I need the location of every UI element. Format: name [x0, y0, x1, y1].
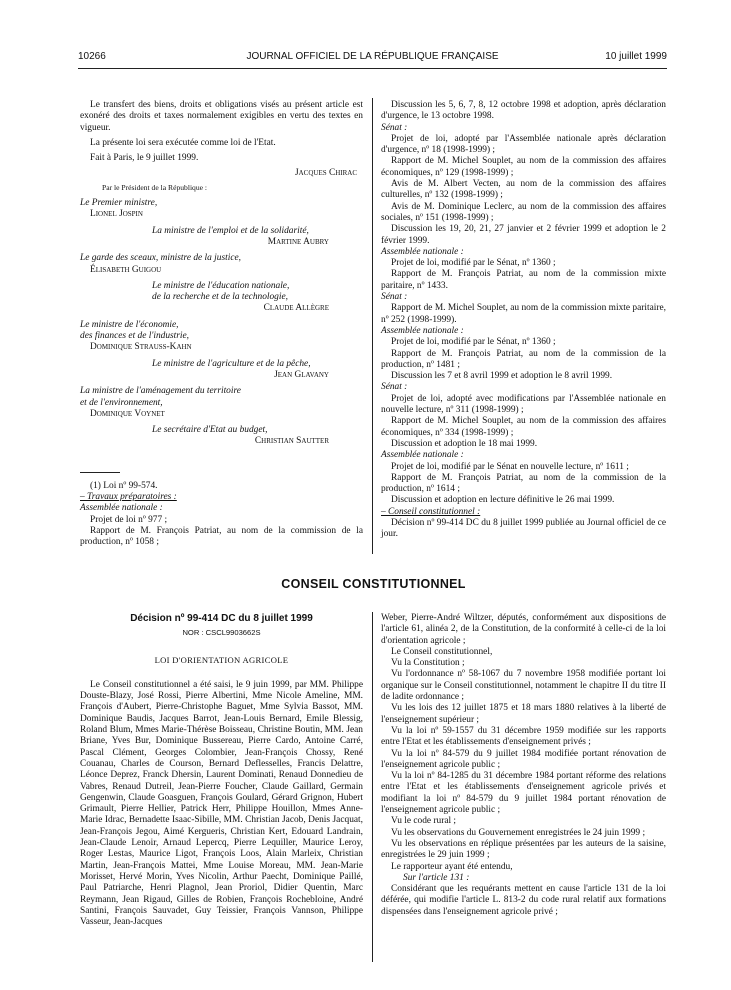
column-divider-bottom [372, 612, 373, 962]
loi-title: LOI D'ORIENTATION AGRICOLE [154, 654, 289, 665]
column-divider-top [372, 98, 373, 554]
travaux-entry: Projet de loi, modifié par le Sénat, nº 1360 ; [391, 337, 556, 348]
travaux-label: – Travaux préparatoires : [80, 492, 177, 503]
assemblee-label: Assemblée nationale : [80, 503, 163, 514]
decision-paragraph: Weber, Pierre-André Wiltzer, députés, conformément aux dispositions de l'article 61, alinéa 2, de la Constitution, de la conformité à celle-ci de la loi d'orientation agricole ; [381, 613, 666, 646]
travaux-entry: Discussion et adoption le 18 mai 1999. [391, 438, 538, 449]
travaux-entry: Rapport de M. Michel Souplet, au nom de la commission mixte paritaire, nº 252 (1998-1999). [381, 303, 666, 325]
signature-block [80, 198, 363, 448]
signature-entry [80, 425, 363, 448]
signature-entry [80, 253, 363, 276]
decision-title: Décision nº 99-414 DC du 8 juillet 1999 [130, 613, 313, 624]
travaux-entry: Projet de loi nº 977 ; [90, 514, 168, 525]
signature-name: Claude Allègre [263, 303, 329, 314]
decision-paragraph: Vu les observations du Gouvernement enregistrées le 24 juin 1999 ; [391, 827, 646, 838]
signature-role: La ministre de l'emploi et de la solidarité, [152, 225, 309, 236]
decision-paragraph: Vu l'ordonnance nº 58-1067 du 7 novembre 1958 modifiée portant loi organique sur le Conseil constitutionnel, notamment le chapitre II du titre II de ladite ordonnance ; [381, 669, 666, 703]
signature-entry [80, 281, 363, 315]
decision-paragraph: Vu la loi nº 59-1557 du 31 décembre 1959 modifiée sur les rapports entre l'Etat et les établissements d'enseignement privés ; [381, 725, 666, 748]
travaux-entry: Discussion les 5, 6, 7, 8, 12 octobre 1998 et adoption, après déclaration d'urgence, le 13 octobre 1998. [381, 100, 666, 122]
decision-paragraph: Vu la Constitution ; [391, 658, 465, 669]
signature-name: Martine Aubry [267, 236, 329, 247]
page-header [78, 51, 667, 67]
assembly-label: Sénat : [381, 122, 408, 133]
signature-entry [80, 198, 363, 221]
assembly-label: Sénat : [381, 382, 408, 393]
signature-name: Dominique Strauss-Kahn [90, 342, 192, 353]
decision-paragraph: Vu la loi nº 84-579 du 9 juillet 1984 modifiée portant rénovation de l'enseignement agricole public ; [381, 748, 666, 770]
signature-entry [80, 386, 363, 420]
journal-title: JOURNAL OFFICIEL DE LA RÉPUBLIQUE FRANÇAISE [246, 51, 499, 62]
signature-name: Jean Glavany [274, 369, 329, 380]
signature-role: Le Premier ministre, [80, 198, 158, 209]
travaux-entry: Décision nº 99-414 DC du 8 juillet 1999 publiée au Journal officiel de ce jour. [381, 517, 666, 540]
travaux-entry: Discussion les 19, 20, 21, 27 janvier et 2 février 1999 et adoption le 2 février 1999. [381, 224, 666, 246]
signature-role-line2: de la recherche et de la technologie, [152, 292, 288, 303]
signature-role: Le garde des sceaux, ministre de la justice, [80, 253, 241, 264]
signature-role-line2: des finances et de l'industrie, [80, 331, 190, 342]
travaux-entry: Rapport de M. Michel Souplet, au nom de la commission des affaires économiques, nº 334 (1998-1999) ; [381, 416, 666, 438]
travaux-column [381, 100, 666, 541]
travaux-entry: Rapport de M. François Patriat, au nom de la commission mixte paritaire, nº 1433. [381, 269, 666, 291]
assembly-label: Assemblée nationale : [381, 246, 464, 257]
signature-role-line2: et de l'environnement, [80, 397, 163, 408]
signature-name: Christian Sautter [254, 436, 329, 447]
done-at: Fait à Paris, le 9 juillet 1999. [90, 153, 199, 164]
decision-paragraph: Vu la loi nº 84-1285 du 31 décembre 1984 portant réforme des relations entre l'Etat et les établissements d'enseignement agricole privés et modifiant la loi nº 84-579 du 9 juillet 1984 portant rénovation de l'enseignement agricole public ; [381, 771, 666, 816]
footnote-rule [80, 472, 120, 473]
signature-role: Le ministre de l'économie, [80, 319, 179, 330]
travaux-entry: Projet de loi, adopté par l'Assemblée nationale après déclaration d'urgence, nº 18 (1998-1999) ; [381, 133, 666, 156]
travaux-entry: Rapport de M. Michel Souplet, au nom de la commission des affaires économiques, nº 129 (1998-1999) ; [381, 156, 666, 178]
section-title: CONSEIL CONSTITUTIONNEL [281, 577, 466, 591]
article-heading: Sur l'article 131 : [403, 872, 470, 883]
law-end-column [80, 100, 363, 549]
travaux-entry: Projet de loi, modifié par le Sénat en nouvelle lecture, nº 1611 ; [391, 461, 629, 472]
signature-role: La ministre de l'aménagement du territoire [80, 386, 241, 397]
footnote: (1) Loi nº 99-574. [90, 480, 158, 491]
signature-role: Le ministre de l'agriculture et de la pêche, [152, 358, 311, 369]
par-le-president: Par le Président de la République : [102, 182, 208, 192]
travaux-entry: Discussion et adoption en lecture définitive le 26 mai 1999. [391, 495, 615, 506]
article-text: Le transfert des biens, droits et obligations visés au présent article est exonéré des droits et taxes normalement exigibles en vertu des textes en vigueur. [80, 100, 363, 133]
decision-paragraph: Vu les observations en réplique présentées par les auteurs de la saisine, enregistrées le 29 juin 1999 ; [381, 838, 666, 861]
signature-entry [80, 359, 363, 382]
decision-paragraph: Considérant que les requérants mettent en cause l'article 131 de la loi déférée, qui modifie l'article L. 813-2 du code rural relatif aux formations dispensées dans l'enseignement agricole privé ; [381, 884, 666, 917]
decision-paragraph: Le Conseil constitutionnel, [391, 646, 493, 657]
nor-reference: NOR : CSCL9903662S [182, 628, 261, 638]
travaux-entry: Avis de M. Albert Vecten, au nom de la commission des affaires culturelles, nº 132 (1998-1999) ; [381, 179, 666, 201]
travaux-entry: Rapport de M. François Patriat, au nom de la commission de la production, nº 1614 ; [381, 472, 666, 495]
president-signature: Jacques Chirac [294, 168, 357, 179]
decision-paragraph: Vu les lois des 12 juillet 1875 et 18 mars 1880 relatives à la liberté de l'enseignement supérieur ; [381, 703, 666, 725]
assembly-label: Assemblée nationale : [381, 450, 464, 461]
travaux-entry: Avis de M. Dominique Leclerc, au nom de la commission des affaires sociales, nº 151 (1998-1999) ; [381, 201, 666, 223]
signature-name: Dominique Voynet [90, 408, 165, 419]
signature-name: Élisabeth Guigou [90, 264, 162, 275]
decision-intro: Le Conseil constitutionnel a été saisi, le 9 juin 1999, par MM. Philippe Douste-Blazy, José Rossi, Pierre Albertini, Mme Nicole Ameline, MM. François d'Aubert, Pierre-Christophe Baguet, Mme Sylvia Bassot, MM. Dominique Baudis, Jacques Barrot, Jean-Louis Bernard, Emile Blessig, Roland Blum, Mmes Marie-Thérèse Boisseau, Christine Boutin, MM. Jean Briane, Yves Bur, Dominique Bussereau, Pierre Cardo, Antoine Carré, Pascal Clément, Georges Colombier, Jean-François Chossy, René Couanau, Charles de Courson, Bernard Deflesselles, Francis Delattre, Léonce Deprez, Franck Dhersin, Laurent Dominati, Renaud Donnedieu de Vabres, Renaud Dutreil, Jean-Pierre Foucher, Claude Gaillard, Germain Gengenwin, Claude Goasguen, François Goulard, Gérard Grignon, Hubert Grimault, Pierre Hellier, Patrick Herr, Philippe Houillon, Mmes Anne-Marie Idrac, Bernadette Isaac-Sibille, MM. Christian Jacob, Denis Jacquat, Jean-François Jegou, Aimé Kergueris, Christian Kert, Edouard Landrain, Jean-Claude Lenoir, Arnaud Lepercq, Pierre Lequiller, Maurice Leroy, Roger Lestas, Maurice Ligot, François Loos, Alain Marleix, Christian Martin, Jean-François Mattei, Mme Louise Moreau, MM. Jean-Marie Morisset, Hervé Morin, Yves Nicolin, Arthur Paecht, Dominique Paillé, Paul Patriarche, Henri Plagnol, Jean Proriol, Didier Quentin, Marc Reymann, Jean Rigaud, Gilles de Robien, François Rochebloine, André Santini, François Sauvadet, Guy Teissier, François Vannson, Philippe Vasseur, Jean-Jacques [80, 679, 363, 928]
travaux-entry: Rapport de M. François Patriat, au nom de la commission de la production, nº 1058 ; [80, 525, 363, 548]
travaux-entry: Discussion les 7 et 8 avril 1999 et adoption le 8 avril 1999. [391, 371, 613, 382]
execution-clause: La présente loi sera exécutée comme loi de l'Etat. [90, 137, 276, 148]
decision-column-right [381, 613, 666, 918]
issue-date: 10 juillet 1999 [605, 51, 667, 62]
travaux-list-start [80, 515, 363, 549]
signature-entry [80, 226, 363, 249]
signature-name: Lionel Jospin [90, 209, 143, 220]
decision-column-left [80, 613, 363, 928]
travaux-entry: Rapport de M. François Patriat, au nom de la commission de la production, nº 1481 ; [381, 348, 666, 370]
conseil-label: – Conseil constitutionnel : [381, 506, 481, 517]
assembly-label: Assemblée nationale : [381, 325, 464, 336]
decision-paragraph: Vu le code rural ; [391, 816, 457, 827]
travaux-entry: Projet de loi, modifié par le Sénat, nº 1360 ; [391, 258, 556, 269]
assembly-label: Sénat : [381, 292, 408, 303]
signature-role: Le secrétaire d'Etat au budget, [152, 425, 268, 436]
decision-paragraph: Le rapporteur ayant été entendu, [391, 861, 513, 872]
signature-entry [80, 320, 363, 354]
signature-role: Le ministre de l'éducation nationale, [152, 280, 290, 291]
travaux-entry: Projet de loi, adopté avec modifications par l'Assemblée nationale en nouvelle lecture, nº 311 (1998-1999) ; [381, 393, 666, 416]
page-number: 10266 [78, 51, 106, 62]
header-rule [78, 68, 667, 69]
